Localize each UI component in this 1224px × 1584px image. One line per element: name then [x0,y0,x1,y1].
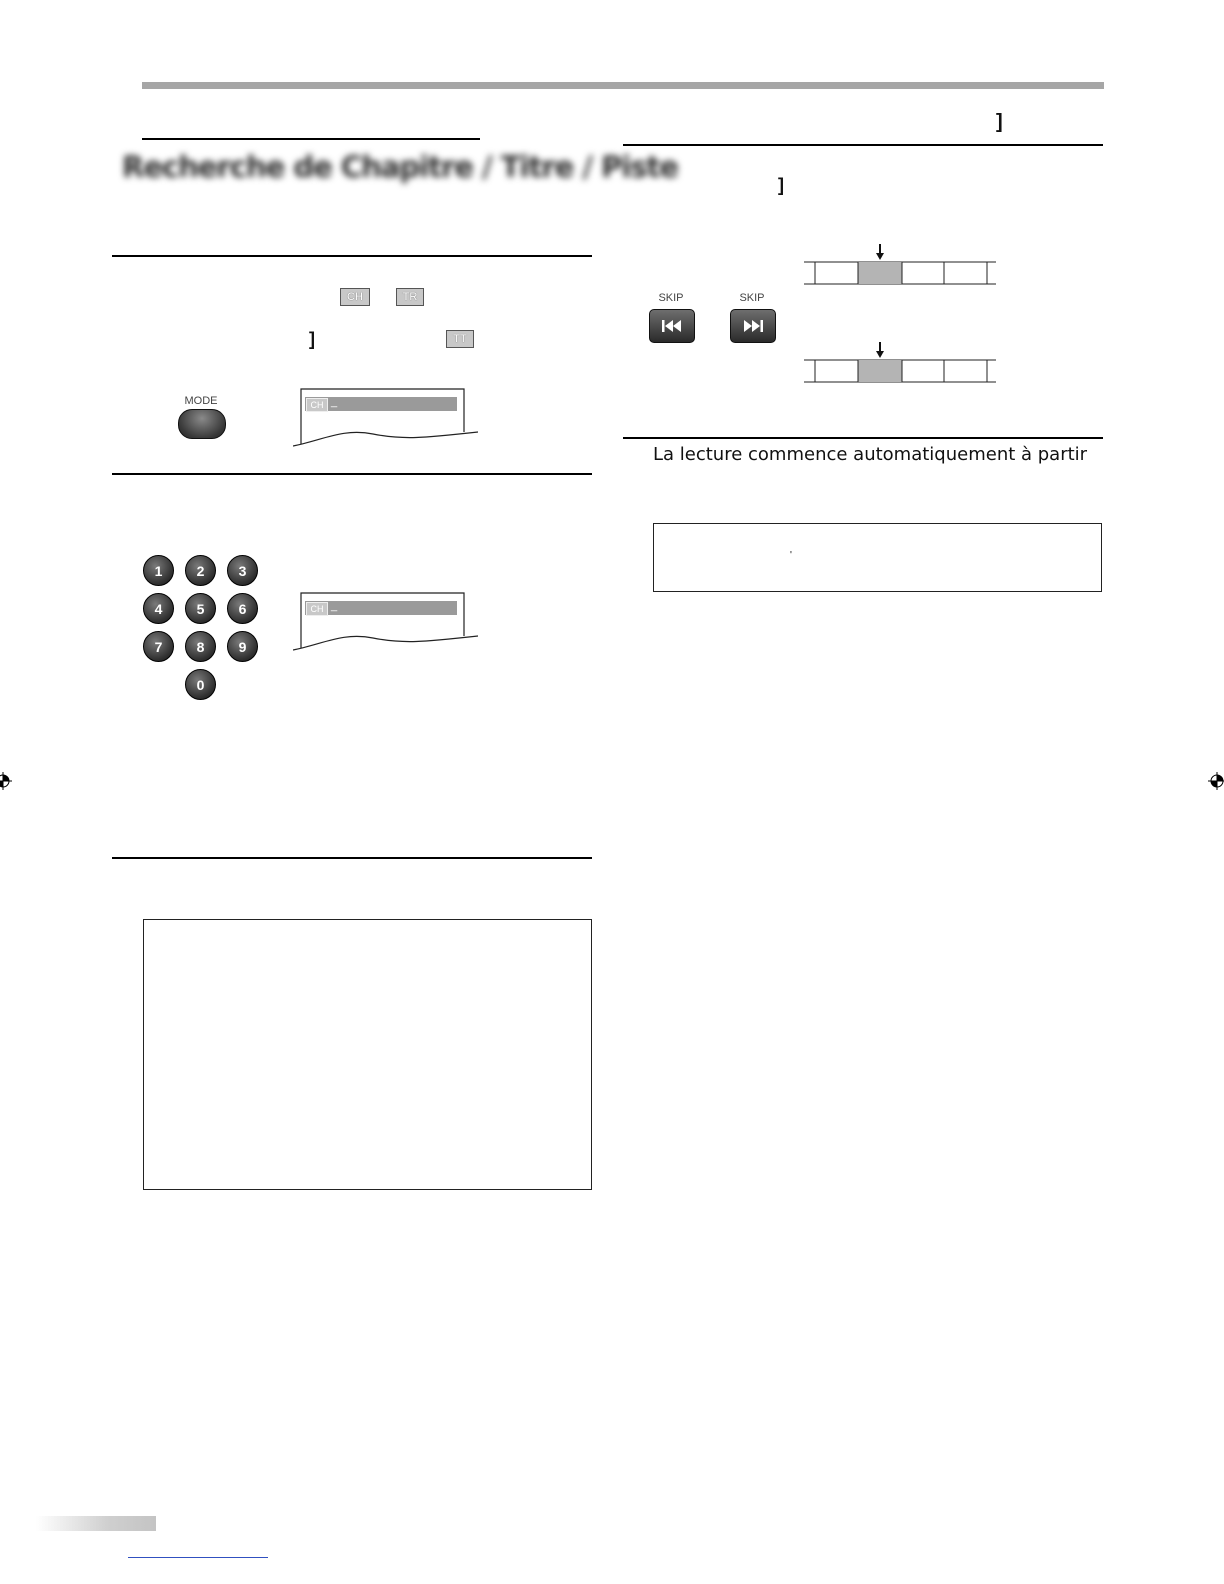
skip-next-icon [742,319,764,333]
step2-text: La lecture commence automatiquement à partir [653,444,1088,465]
osd-cursor: _ [331,396,338,408]
note-box-left [143,919,592,1190]
keypad-button-8[interactable]: 8 [185,631,216,662]
chapter-badge: CH [340,288,370,306]
keypad-button-7[interactable]: 7 [143,631,174,662]
note-box-right [653,523,1102,592]
osd-chapter-chip-2: CH [306,602,328,616]
skip-previous-button[interactable] [649,309,695,343]
mode-button[interactable] [178,409,226,439]
keypad-button-3[interactable]: 3 [227,555,258,586]
bracket-mark: ] [309,329,315,349]
keypad-button-6[interactable]: 6 [227,593,258,624]
registration-mark-right [1208,772,1224,790]
step1-rule [112,255,592,257]
page-title: Recherche de Chapitre / Titre / Piste [122,150,679,184]
right-heading-rule [623,144,1103,146]
keypad-button-4[interactable]: 4 [143,593,174,624]
keypad-button-9[interactable]: 9 [227,631,258,662]
osd-screen-2 [293,592,478,652]
heading-bracket: ] [996,111,1003,133]
footer-link-underline [128,1557,268,1558]
osd-chapter-chip: CH [306,398,328,412]
skip-next-label: SKIP [739,292,765,304]
step2-rule [112,473,592,475]
timeline-top [804,244,996,284]
keypad-button-5[interactable]: 5 [185,593,216,624]
page-number-tab [36,1516,156,1531]
title-top-rule [142,138,480,140]
skip-previous-label: SKIP [658,292,684,304]
right-step2-rule [623,437,1103,439]
track-badge: TR [396,288,424,306]
chapter-timeline-diagram [798,240,1003,390]
step3-rule [112,857,592,859]
skip-previous-icon [661,319,683,333]
keypad-button-1[interactable]: 1 [143,555,174,586]
osd-screen-1 [293,388,478,448]
title-badge: TT [446,330,474,348]
step1-bracket: ] [778,175,784,195]
keypad-button-2[interactable]: 2 [185,555,216,586]
registration-mark-left [0,772,12,790]
mode-button-label: MODE [184,395,218,407]
header-bar [142,82,1104,89]
osd-cursor-2: _ [331,600,338,612]
keypad-button-0[interactable]: 0 [185,669,216,700]
timeline-bottom [804,342,996,382]
note-mark: ' [790,550,792,561]
skip-next-button[interactable] [730,309,776,343]
